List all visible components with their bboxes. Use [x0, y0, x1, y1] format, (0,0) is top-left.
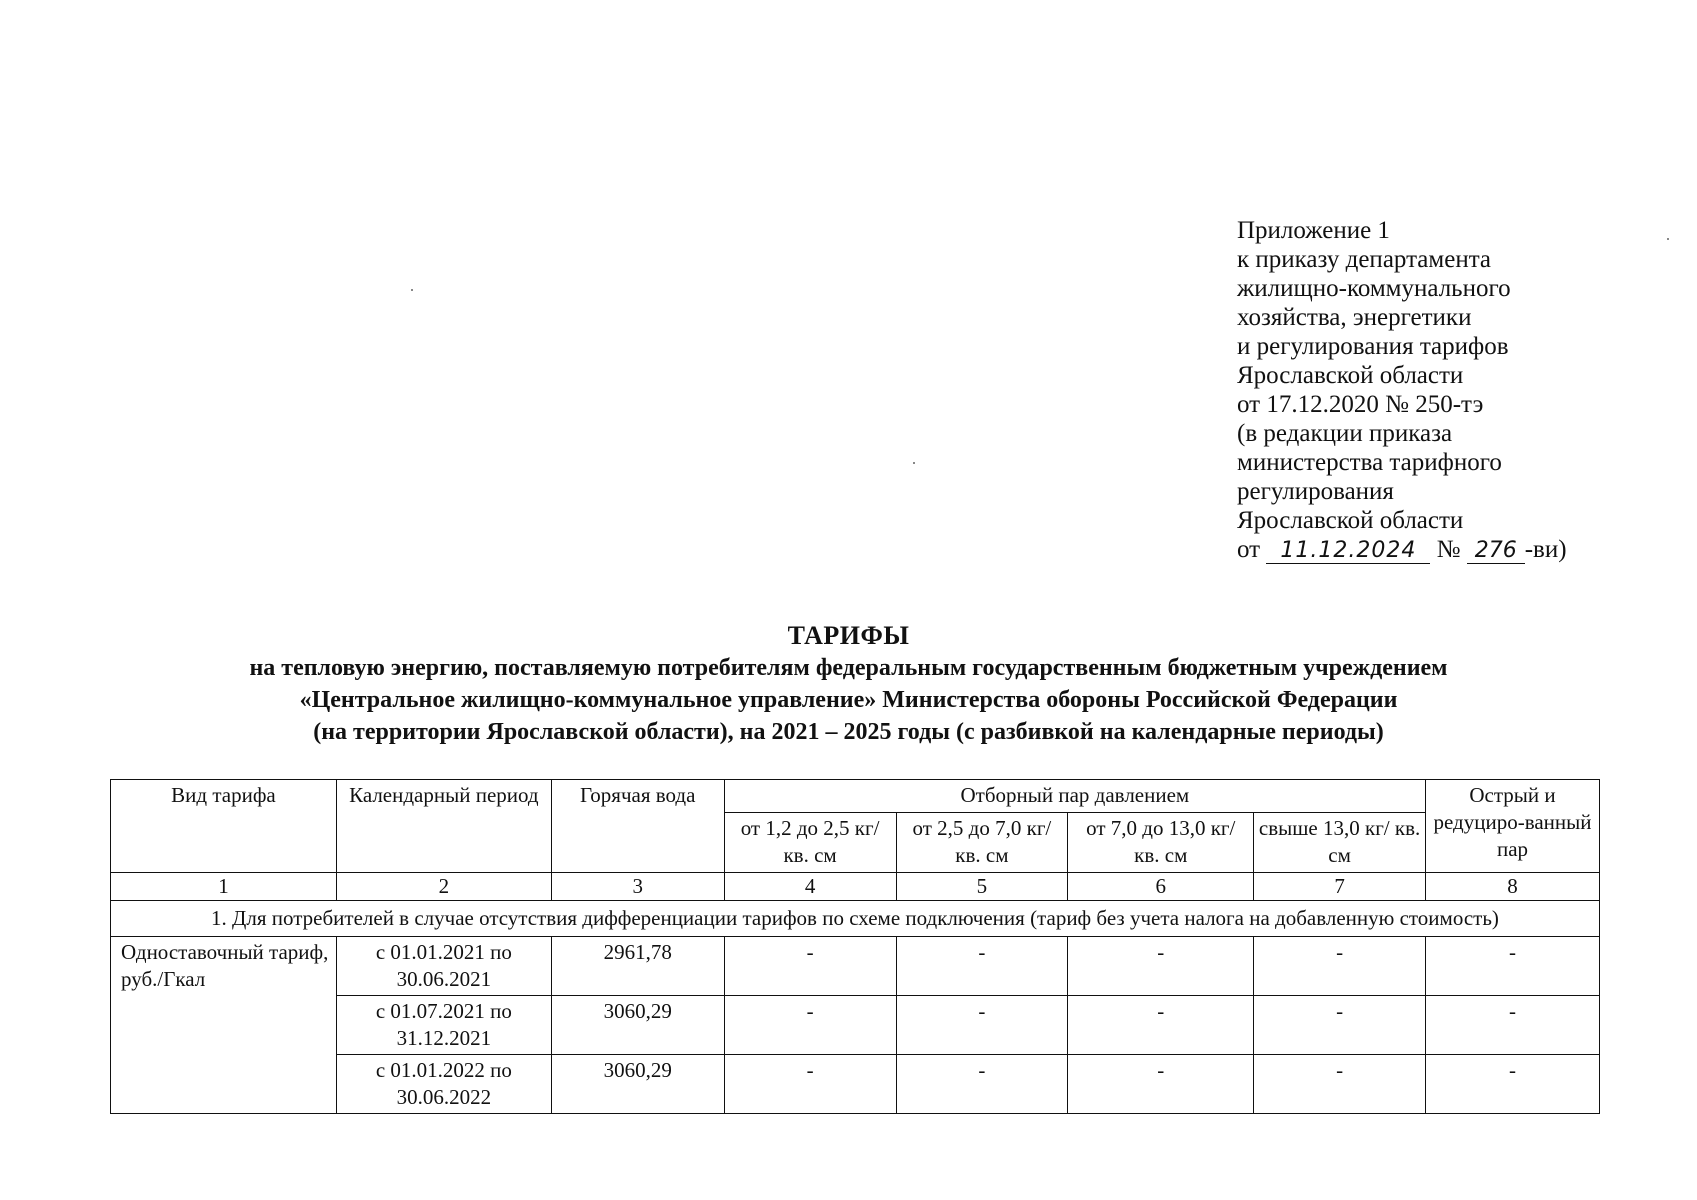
scan-speck	[411, 289, 413, 291]
appendix-line: от 17.12.2020 № 250-тэ	[1237, 391, 1484, 418]
appendix-signature-line	[1237, 535, 1567, 564]
title-line: (на территории Ярославской области), на 2021 – 2025 годы (с разбивкой на календарные периоды)	[313, 719, 1384, 745]
period-cell: с 01.07.2021 по 31.12.2021	[336, 996, 551, 1055]
title-line: «Центральное жилищно-коммунальное управление» Министерства обороны Российской Федерации	[299, 687, 1398, 713]
hot-water-cell: 3060,29	[551, 996, 724, 1055]
sharp-steam-cell: -	[1426, 937, 1600, 996]
steam-1-cell: -	[724, 937, 896, 996]
appendix-line: регулирования	[1237, 478, 1394, 505]
column-number: 2	[336, 873, 551, 901]
column-number: 1	[111, 873, 337, 901]
appendix-line: хозяйства, энергетики	[1237, 304, 1472, 331]
header-steam-1: от 1,2 до 2,5 кг/ кв. см	[724, 812, 896, 872]
steam-1-cell: -	[724, 1055, 896, 1114]
handwritten-number: 276	[1467, 539, 1525, 564]
steam-4-cell: -	[1254, 996, 1426, 1055]
header-row	[111, 780, 1600, 813]
number-sign: №	[1436, 536, 1461, 563]
document-title	[0, 620, 1697, 748]
table-row	[111, 937, 1600, 996]
column-number: 7	[1254, 873, 1426, 901]
steam-2-cell: -	[896, 937, 1068, 996]
header-steam-2: от 2,5 до 7,0 кг/ кв. см	[896, 812, 1068, 872]
column-number: 8	[1426, 873, 1600, 901]
header-steam-3: от 7,0 до 13,0 кг/ кв. см	[1068, 812, 1254, 872]
column-number: 6	[1068, 873, 1254, 901]
appendix-line: Ярославской области	[1237, 507, 1464, 534]
header-period: Календарный период	[336, 780, 551, 873]
appendix-line: к приказу департамента	[1237, 246, 1492, 273]
title-main: ТАРИФЫ	[787, 621, 910, 650]
scan-speck	[913, 462, 915, 464]
steam-4-cell: -	[1254, 1055, 1426, 1114]
column-number: 3	[551, 873, 724, 901]
steam-3-cell: -	[1068, 1055, 1254, 1114]
steam-1-cell: -	[724, 996, 896, 1055]
period-cell: с 01.01.2022 по 30.06.2022	[336, 1055, 551, 1114]
hot-water-cell: 2961,78	[551, 937, 724, 996]
section-row	[111, 901, 1600, 937]
steam-4-cell: -	[1254, 937, 1426, 996]
appendix-line: Ярославской области	[1237, 362, 1464, 389]
appendix-suffix: -ви)	[1524, 536, 1567, 563]
sharp-steam-cell: -	[1426, 1055, 1600, 1114]
header-tariff-type: Вид тарифа	[111, 780, 337, 873]
header-steam-group: Отборный пар давлением	[724, 780, 1425, 813]
header-hot-water: Горячая вода	[551, 780, 724, 873]
appendix-line: Приложение 1	[1237, 217, 1390, 244]
appendix-line: и регулирования тарифов	[1237, 333, 1509, 360]
section-title: 1. Для потребителей в случае отсутствия дифференциации тарифов по схеме подключения (тариф без учета налога на добавленную стоимость)	[111, 901, 1600, 937]
title-line: на тепловую энергию, поставляемую потребителям федеральным государственным бюджетным учреждением	[249, 655, 1448, 681]
handwritten-date: 11.12.2024	[1266, 539, 1430, 564]
steam-2-cell: -	[896, 1055, 1068, 1114]
header-steam-4: свыше 13,0 кг/ кв. см	[1254, 812, 1426, 872]
steam-3-cell: -	[1068, 996, 1254, 1055]
scan-speck	[1667, 238, 1669, 240]
appendix-line: жилищно-коммунального	[1237, 275, 1511, 302]
sharp-steam-cell: -	[1426, 996, 1600, 1055]
tariff-name: Одноставочный тариф, руб./Гкал	[111, 937, 337, 1114]
period-cell: с 01.01.2021 по 30.06.2021	[336, 937, 551, 996]
steam-3-cell: -	[1068, 937, 1254, 996]
tariff-table	[110, 779, 1600, 1114]
appendix-line: (в редакции приказа	[1237, 420, 1453, 447]
steam-2-cell: -	[896, 996, 1068, 1055]
appendix-line: министерства тарифного	[1237, 449, 1502, 476]
appendix-block	[1237, 216, 1567, 564]
header-sharp-steam: Острый и редуциро-ванный пар	[1426, 780, 1600, 873]
column-number-row	[111, 873, 1600, 901]
column-number: 5	[896, 873, 1068, 901]
hot-water-cell: 3060,29	[551, 1055, 724, 1114]
column-number: 4	[724, 873, 896, 901]
appendix-prefix: от	[1237, 536, 1261, 563]
